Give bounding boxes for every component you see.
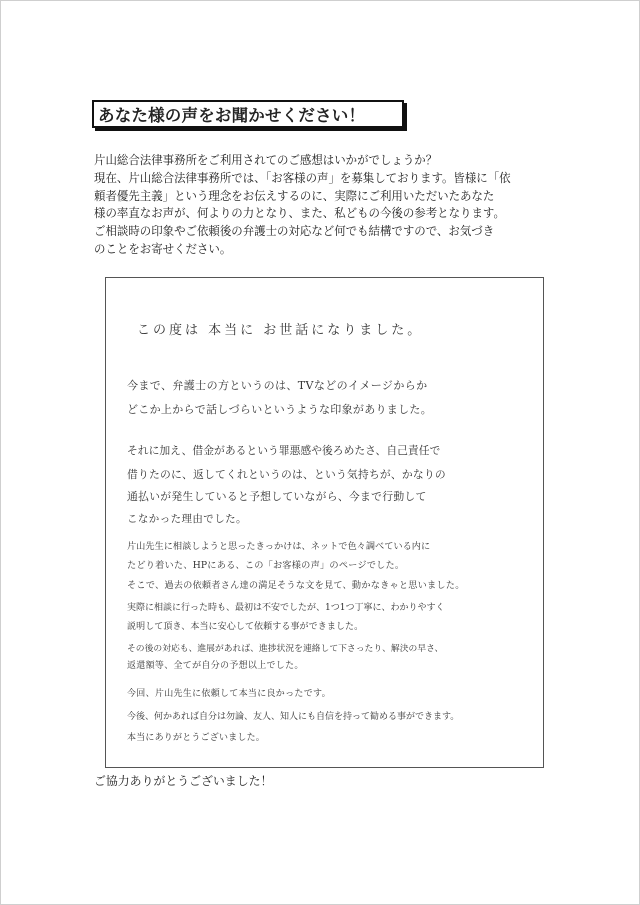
handwritten-line: そこで、過去の依頼者さん達の満足そうな文を見て、動かなきゃと思いました。 xyxy=(127,580,465,591)
handwritten-line: こなかった理由でした。 xyxy=(127,513,247,525)
handwritten-line: その後の対応も、進展があれば、進捗状況を連絡して下さったり、解決の早さ、 xyxy=(127,644,444,654)
intro-line: ご相談時の印象やご依頼後の弁護士の対応など何でも結構ですので、お気づき xyxy=(94,224,495,239)
intro-line: 現在、片山総合法律事務所では、「お客様の声」を募集しております。皆様に「依 xyxy=(94,170,511,185)
handwritten-line: たどり着いた、HPにある、この「お客様の声」のページでした。 xyxy=(127,560,405,571)
intro-line: 頼者優先主義」という理念をお伝えするのに、実際にご利用いただいたあなた xyxy=(94,188,495,203)
closing-message: ご協力ありがとうございました！ xyxy=(94,774,273,788)
handwritten-line: 返還額等、全てが自分の予想以上でした。 xyxy=(127,661,304,671)
handwritten-line: この度は 本当に お世話になりました。 xyxy=(137,323,424,338)
handwritten-line: それに加え、借金があるという罪悪感や後ろめたさ、自己責任で xyxy=(127,444,441,457)
handwritten-line: 説明して頂き、本当に安心して依頼する事ができました。 xyxy=(127,622,364,632)
handwritten-line: 借りたのに、返してくれというのは、という気持ちが、かなりの xyxy=(127,468,446,481)
intro-line: 片山総合法律事務所をご利用されてのご感想はいかがでしょうか？ xyxy=(94,153,438,167)
handwritten-line: 今まで、弁護士の方というのは、TVなどのイメージからか xyxy=(127,379,428,392)
intro-line: のことをお寄せください。 xyxy=(94,241,232,256)
intro-line: 様の率直なお声が、何よりの力となり、また、私どもの今後の参考となります。 xyxy=(94,206,505,221)
handwritten-line: 片山先生に相談しようと思ったきっかけは、ネットで色々調べている内に xyxy=(127,541,431,552)
handwritten-line: 今後、何かあれば自分は勿論、友人、知人にも自信を持って勧める事ができます。 xyxy=(127,712,460,722)
handwritten-line: 本当にありがとうございました。 xyxy=(127,733,266,743)
intro-paragraph xyxy=(94,152,564,259)
handwritten-line: 今回、片山先生に依頼して本当に良かったです。 xyxy=(127,689,331,699)
handwritten-line: どこか上からで話しづらいというような印象がありました。 xyxy=(127,403,432,416)
handwritten-line: 実際に相談に行った時も、最初は不安でしたが、1つ1つ丁寧に、わかりやすく xyxy=(127,603,445,613)
handwritten-line: 通払いが発生していると予想していながら、今まで行動して xyxy=(127,490,427,503)
page-title: あなた様の声をお聞かせください！ xyxy=(92,100,404,128)
